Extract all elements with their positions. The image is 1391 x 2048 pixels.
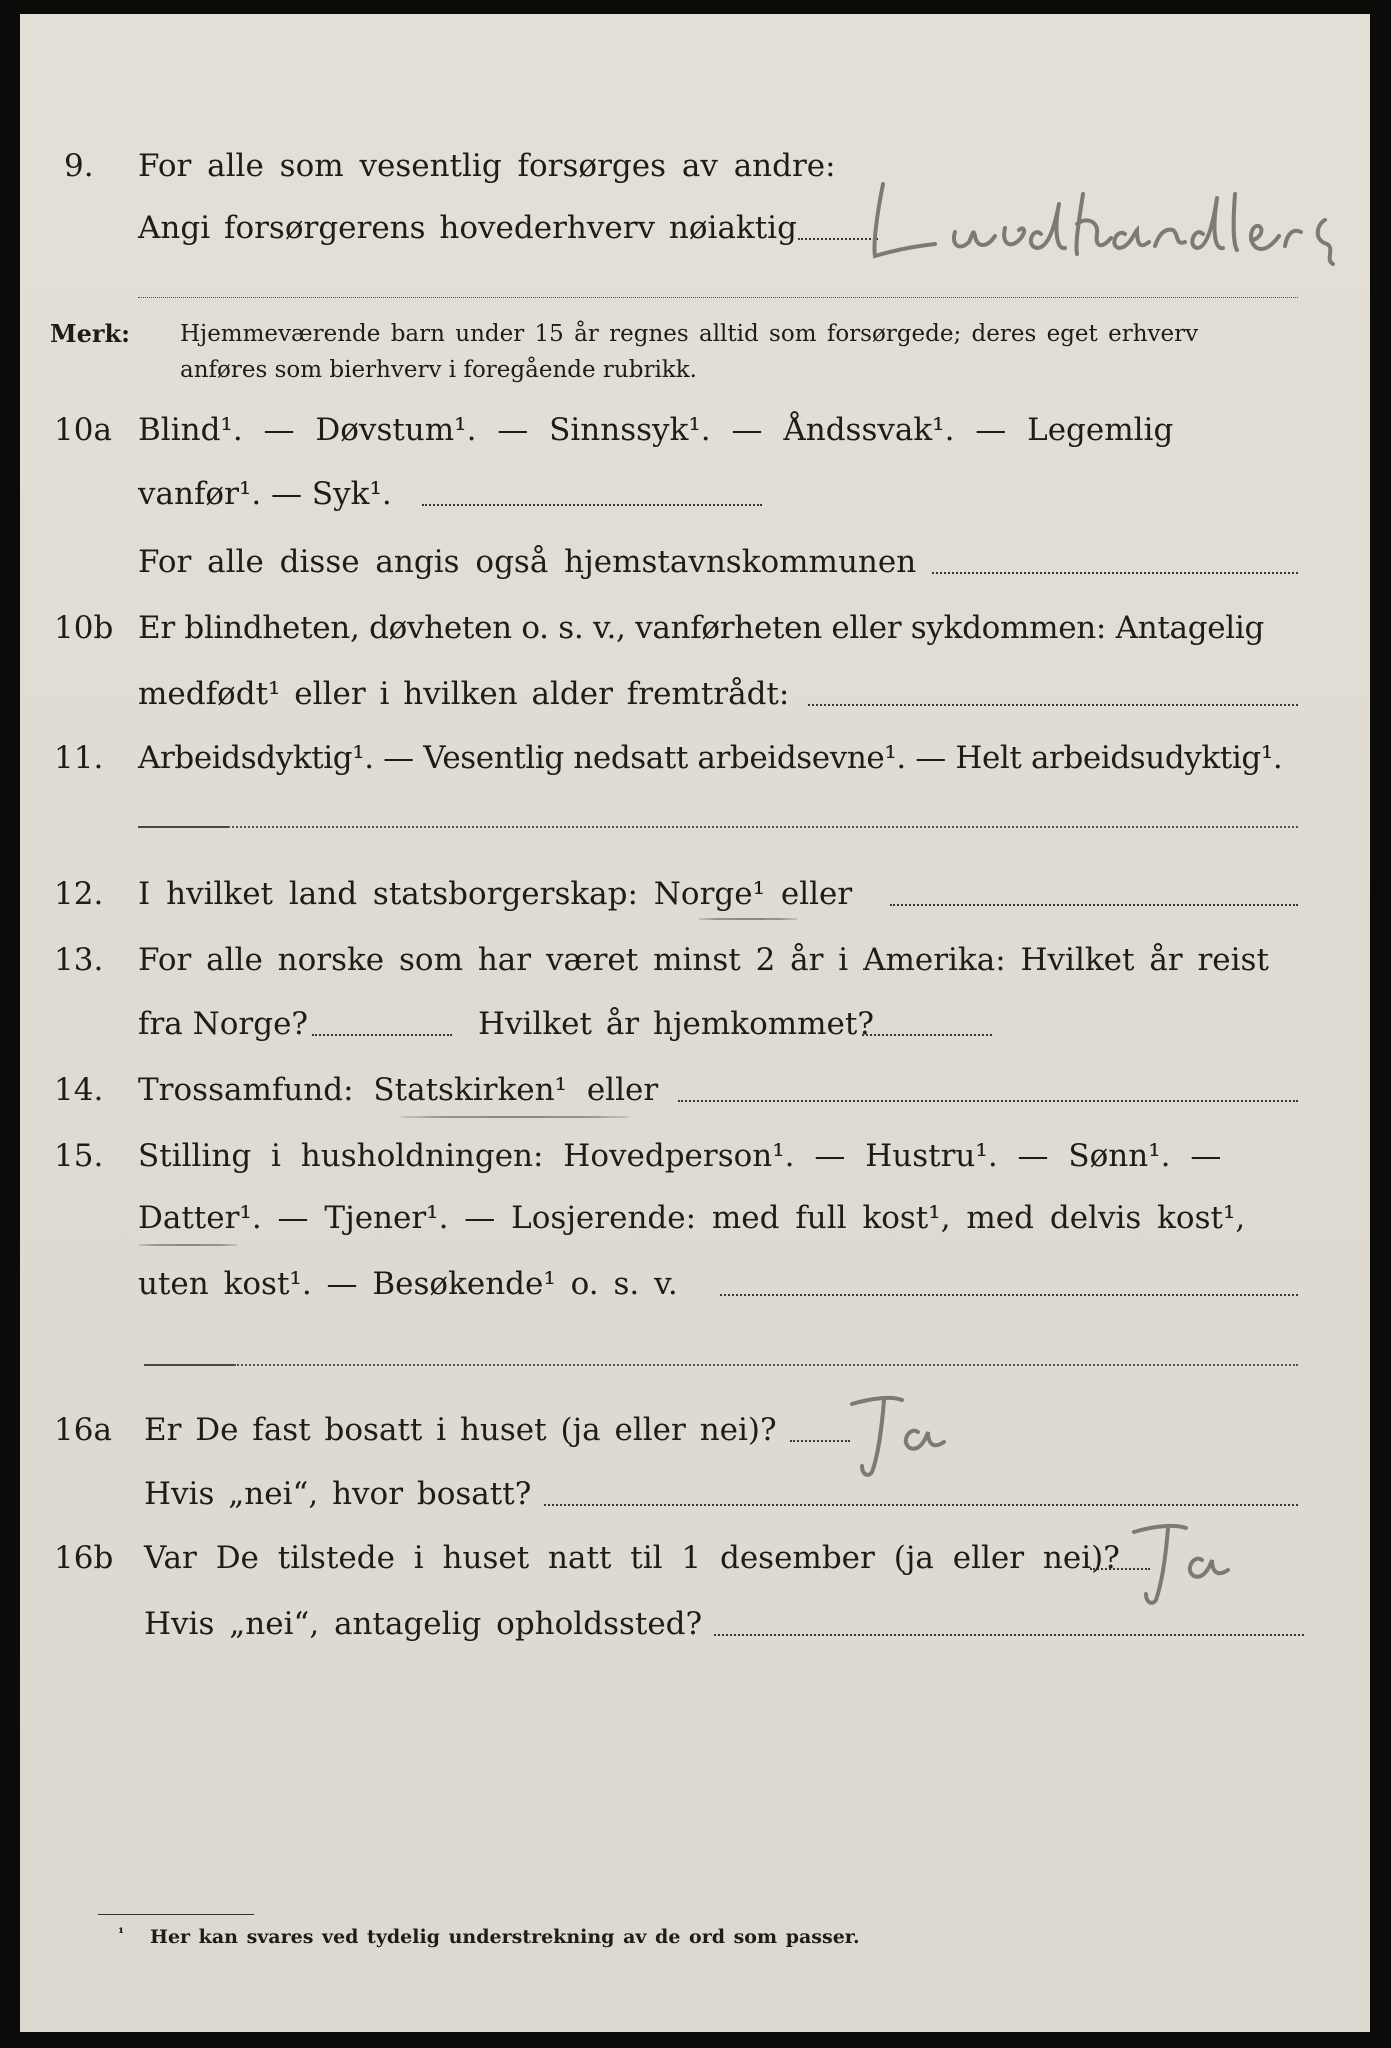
- question-13-line-2b: Hvilket år hjemkommet?: [478, 1006, 874, 1042]
- question-14-line-1: Trossamfund: Statskirken¹ eller: [138, 1072, 659, 1108]
- question-14-number: 14.: [54, 1072, 104, 1108]
- answer-line-13-reist: [312, 1034, 452, 1036]
- question-16a-line-1: Er De fast bosatt i huset (ja eller nei)?: [144, 1412, 777, 1448]
- answer-line-15: [720, 1294, 1298, 1296]
- question-9-number: 9.: [64, 148, 94, 184]
- merk-text-line-1: Hjemmeværende barn under 15 år regnes alltid som forsørgede; deres eget erhverv: [180, 321, 1199, 347]
- footnote-mark: ¹: [118, 1926, 125, 1942]
- answer-line-10a-1: [422, 504, 762, 506]
- question-10b-line-1: Er blindheten, døvheten o. s. v., vanførheten eller sykdommen: Antagelig: [138, 610, 1265, 646]
- question-9-line-2: Angi forsørgerens hovederhverv nøiaktig: [138, 210, 797, 246]
- question-10b-line-2: medfødt¹ eller i hvilken alder fremtrådt:: [138, 676, 790, 712]
- question-10a-line-3: For alle disse angis også hjemstavnskommunen: [138, 544, 917, 580]
- underline-norge: [698, 918, 798, 920]
- answer-line-13-hjemkommet: [862, 1034, 992, 1036]
- question-15-line-1: Stilling i husholdningen: Hovedperson¹. — Hustru¹. — Sønn¹. —: [138, 1138, 1222, 1174]
- question-16b-line-1: Var De tilstede i huset natt til 1 desember (ja eller nei)?: [144, 1540, 1120, 1576]
- answer-line-12: [890, 904, 1298, 906]
- question-15-line-2: Datter¹. — Tjener¹. — Losjerende: med full kost¹, med delvis kost¹,: [138, 1200, 1246, 1236]
- question-11-line-1: Arbeidsdyktig¹. — Vesentlig nedsatt arbeidsevne¹. — Helt arbeidsudyktig¹.: [138, 740, 1283, 776]
- handwritten-answer-16a: [832, 1386, 992, 1486]
- question-16b-number: 16b: [54, 1540, 114, 1576]
- merk-label: Merk:: [50, 319, 130, 348]
- question-16b-line-2: Hvis „nei“, antagelig opholdssted?: [144, 1606, 703, 1642]
- question-16a-number: 16a: [54, 1412, 112, 1448]
- question-13-line-2a: fra Norge?: [138, 1006, 309, 1042]
- question-15-number: 15.: [54, 1138, 104, 1174]
- question-11-number: 11.: [54, 740, 104, 776]
- answer-line-15b-solid: [144, 1364, 234, 1366]
- answer-line-10b: [808, 704, 1298, 706]
- answer-line-15b-dotted: [234, 1364, 1298, 1366]
- separator-rule: [138, 297, 1298, 298]
- merk-text-line-2: anføres som bierhverv i foregående rubrikk.: [180, 357, 697, 383]
- answer-line-11-solid: [138, 826, 228, 828]
- question-12-number: 12.: [54, 876, 104, 912]
- footnote-text: Her kan svares ved tydelig understrekning av de ord som passer.: [150, 1926, 860, 1948]
- question-10b-number: 10b: [54, 610, 114, 646]
- underline-statskirken: [400, 1116, 630, 1118]
- handwritten-answer-16b: [1120, 1514, 1280, 1614]
- form-page: [20, 14, 1370, 2032]
- question-12-line-1: I hvilket land statsborgerskap: Norge¹ eller: [138, 876, 853, 912]
- answer-line-16a-2: [544, 1504, 1298, 1506]
- underline-datter: [138, 1244, 238, 1246]
- handwritten-occupation-answer: [855, 164, 1365, 284]
- question-10a-line-1: Blind¹. — Døvstum¹. — Sinnssyk¹. — Åndssvak¹. — Legemlig: [138, 412, 1174, 448]
- question-15-line-3: uten kost¹. — Besøkende¹ o. s. v.: [138, 1266, 678, 1302]
- question-10a-number: 10a: [54, 412, 112, 448]
- question-10a-line-2: vanfør¹. — Syk¹.: [138, 476, 392, 512]
- footnote-rule: [98, 1914, 254, 1915]
- question-16a-line-2: Hvis „nei“, hvor bosatt?: [144, 1476, 532, 1512]
- answer-line-14: [678, 1100, 1298, 1102]
- question-13-number: 13.: [54, 942, 104, 978]
- question-9-line-1: For alle som vesentlig forsørges av andre:: [138, 148, 836, 184]
- answer-line-16b-2: [714, 1634, 1304, 1636]
- answer-line-11-dotted: [228, 826, 1298, 828]
- answer-line-10a-2: [932, 572, 1298, 574]
- question-13-line-1: For alle norske som har været minst 2 år i Amerika: Hvilket år reist: [138, 942, 1269, 978]
